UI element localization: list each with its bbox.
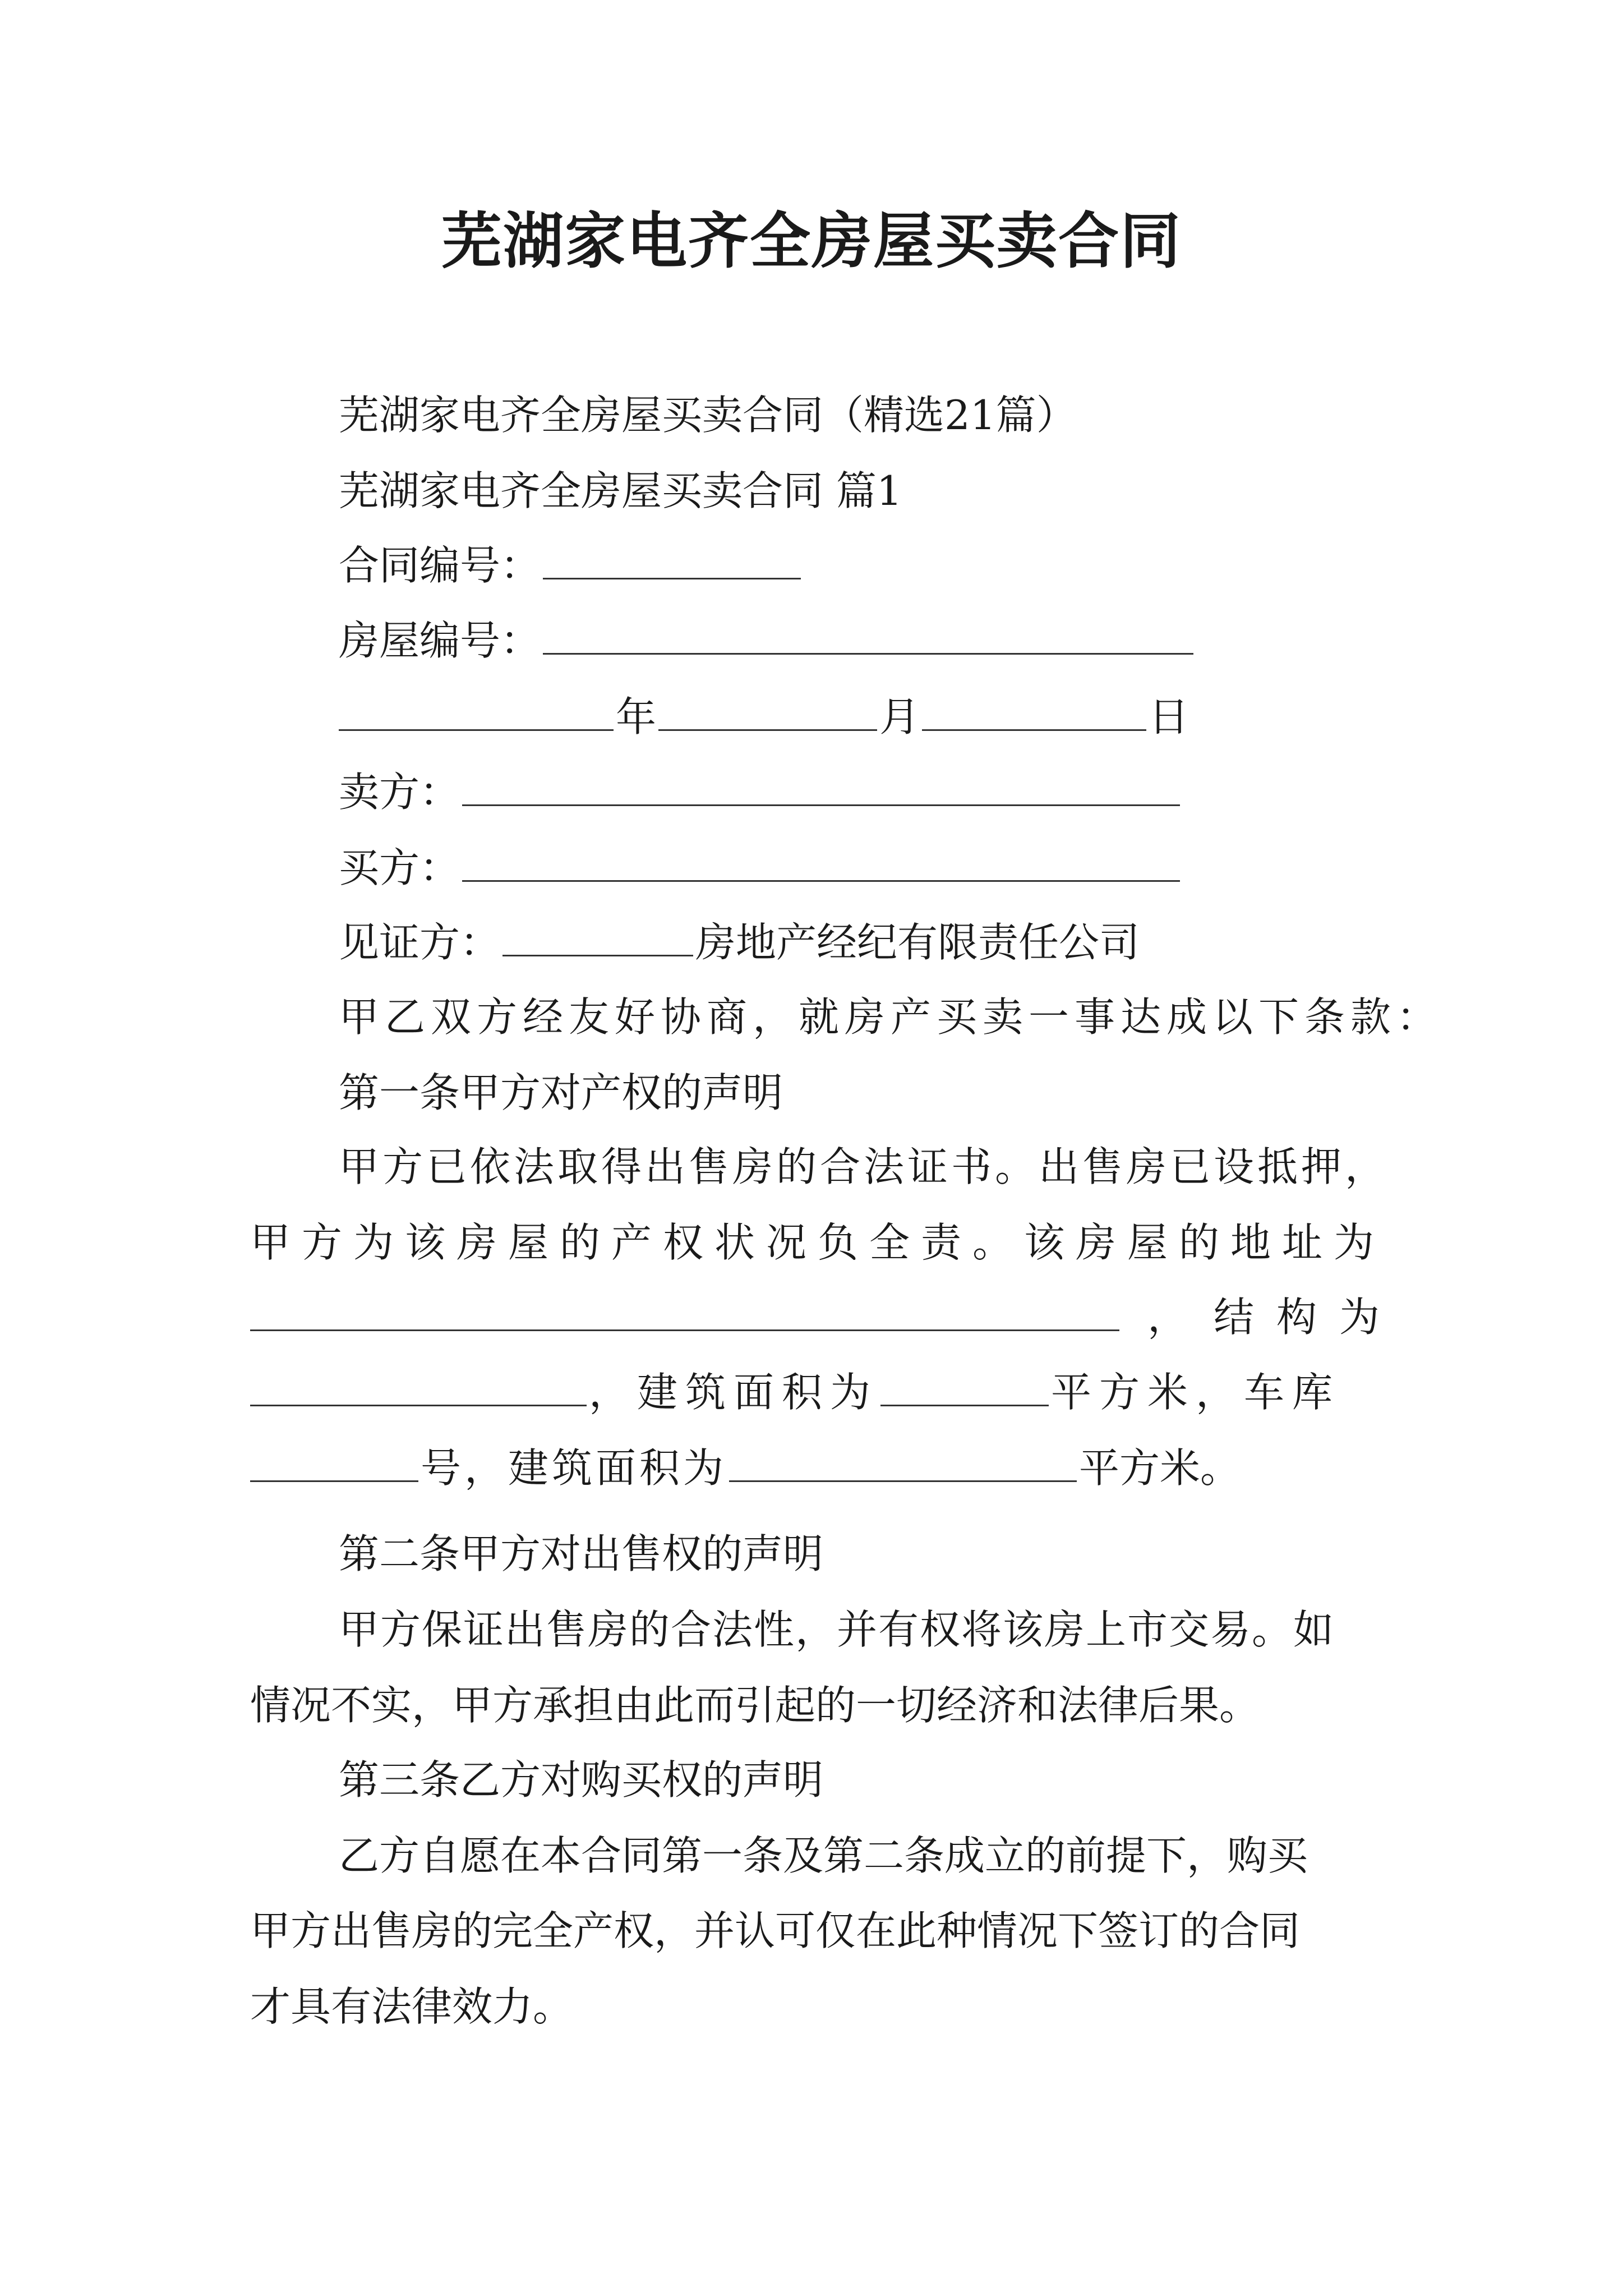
article3-line3: 才具有法律效力。 [250,1983,574,2030]
article1-line5 [250,1440,1241,1496]
seller-blank [462,770,1180,806]
garage-area-blank [729,1446,1077,1482]
seller-label: 卖方： [339,769,460,816]
address-blank [250,1295,1119,1331]
article1-line2: 甲方为该房屋的产权状况负全责。该房屋的地址为 [250,1219,1386,1266]
year-blank [339,694,614,731]
sqm-garage-label: 平方米，车库 [1051,1369,1341,1416]
witness-company: 房地产经纪有限责任公司 [695,919,1140,966]
day-blank [922,694,1146,731]
witness-blank [502,920,693,956]
sqm-end-label: 平方米。 [1079,1444,1241,1492]
article3-line2: 甲方出售房的完全产权，并认可仅在此种情况下签订的合同 [250,1907,1301,1954]
witness-label: 见证方： [339,919,501,966]
date-row [339,689,1189,745]
address-comma: ， [1147,1294,1188,1341]
month-label: 月 [879,693,920,740]
article2-line1: 甲方保证出售房的合法性，并有权将该房上市交易。如 [339,1606,1335,1653]
document-title: 芜湖家电齐全房屋买卖合同 [441,206,1182,277]
house-number-label: 房屋编号： [339,617,541,664]
buyer-label: 买方： [339,844,460,891]
section-heading: 芜湖家电齐全房屋买卖合同 篇1 [339,467,902,514]
buyer-blank [462,845,1180,882]
article3-line1: 乙方自愿在本合同第一条及第二条成立的前提下，购买 [339,1832,1308,1879]
article1-line1: 甲方已依法取得出售房的合法证书。出售房已设抵押， [339,1143,1389,1190]
structure-blank [250,1370,587,1406]
article1-heading: 第一条甲方对产权的声明 [339,1069,783,1116]
area-label: ，建筑面积为 [589,1369,879,1416]
contract-number-row [339,537,803,593]
structure-label: 结构为 [1213,1294,1402,1341]
garage-number-label: 号，建筑面积为 [421,1444,727,1492]
garage-number-blank [250,1446,418,1482]
article1-line3 [250,1289,1402,1345]
year-label: 年 [616,693,657,740]
article2-line2: 情况不实，甲方承担由此而引起的一切经济和法律后果。 [250,1682,1260,1729]
seller-row [339,764,1182,820]
witness-row [339,914,1140,970]
article1-line4 [250,1364,1340,1420]
house-number-row [339,613,1196,669]
day-label: 日 [1149,693,1189,740]
area-blank [880,1370,1049,1406]
intro-paragraph: 甲乙双方经友好协商，就房产买卖一事达成以下条款： [339,993,1443,1041]
buyer-row [339,840,1182,896]
contract-number-blank [543,543,801,579]
article3-heading: 第三条乙方对购买权的声明 [339,1756,824,1803]
article2-heading: 第二条甲方对出售权的声明 [339,1530,824,1577]
month-blank [658,694,877,731]
contract-number-label: 合同编号： [339,542,541,589]
subtitle: 芜湖家电齐全房屋买卖合同（精选21篇） [339,392,1077,439]
house-number-blank [543,618,1193,655]
